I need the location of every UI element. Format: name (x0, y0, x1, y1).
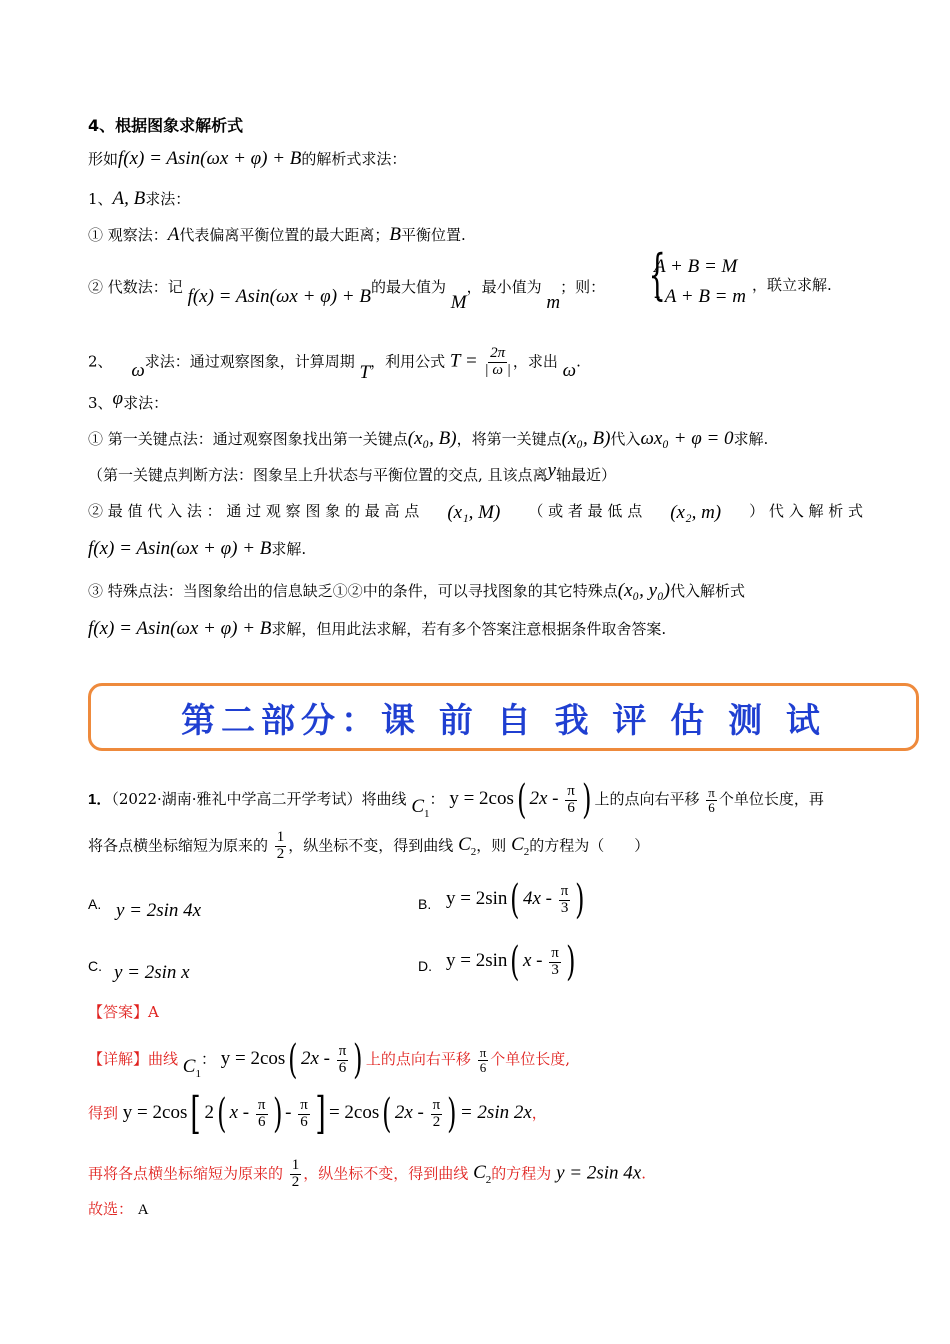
period-numerator: 2π (490, 345, 506, 361)
got-x: x - (229, 1102, 250, 1123)
observe-post: 平衡位置. (401, 226, 466, 244)
answer-label: 【答案】A (88, 1003, 159, 1021)
detail-colon: ： (200, 1050, 216, 1068)
detail-shift-fraction (478, 1046, 489, 1074)
shift-fraction (706, 786, 717, 814)
step2-omega: ω (131, 360, 145, 382)
detail-shift-six: 6 (479, 1059, 487, 1075)
bracket-close-icon: ] (315, 1088, 326, 1139)
final-half (290, 1158, 302, 1191)
intro-line (88, 148, 406, 171)
paren-open-icon: ( (510, 939, 520, 985)
question-line2 (88, 830, 649, 863)
option-d-lhs: y = 2sin (446, 950, 508, 971)
period-fraction (485, 346, 511, 379)
detail-pi: π (338, 1042, 347, 1059)
step2-T-eq: T = (449, 350, 478, 372)
algebra-min-text: ，最小值为 (466, 278, 542, 296)
paren-close-icon: ) (353, 1037, 363, 1083)
key1-note-y: y (547, 460, 556, 481)
question-source: （2022·湖南·雅礼中学高二开学考试）将曲线 (111, 790, 407, 808)
final-half-num: 1 (291, 1157, 300, 1173)
got-eq2: = 2cos (328, 1102, 380, 1123)
detail-shift-pi: π (479, 1044, 487, 1060)
curve-c2 (458, 834, 477, 859)
paren-open-icon: ( (382, 1091, 392, 1137)
curve-c2-sub: 2 (470, 846, 477, 859)
detail-c1-letter: C (182, 1056, 196, 1077)
key1-pre: ① 第一关键点法：通过观察图象找出第一关键点 (88, 430, 408, 448)
half-den: 2 (276, 845, 285, 862)
banner-title: 第二部分：课 前 自 我 评 估 测 试 (181, 700, 826, 741)
paren-close-icon: ) (581, 777, 592, 823)
option-c-text: y = 2sin x (114, 962, 190, 983)
paren-close-icon: ) (575, 877, 585, 923)
key2-end: 求解. (271, 540, 307, 558)
question-eq-inner: 2x - (529, 788, 559, 809)
final-eq: y = 2sin 4x (556, 1162, 642, 1184)
got-pi-over-6-b (298, 1098, 310, 1131)
curve-c1 (411, 796, 430, 820)
question-line2-mid: ，纵坐标不变，得到曲线 (288, 836, 454, 855)
option-b[interactable] (446, 877, 588, 923)
bracket-open-icon: [ (190, 1088, 202, 1139)
final-dot: . (641, 1164, 646, 1183)
option-d-pi: π (551, 944, 559, 961)
final-mid2: 的方程为 (491, 1164, 552, 1183)
key2-line (88, 502, 863, 525)
six-den: 6 (567, 799, 575, 816)
key2-line2 (88, 538, 306, 561)
key3-pre: ③ 特殊点法：当图象给出的信息缺乏①②中的条件，可以寻找图象的其它特殊点 (88, 582, 618, 600)
section-banner (88, 683, 919, 751)
choose-line (88, 1200, 149, 1219)
pi-over-6 (565, 784, 577, 817)
observe-mid: 代表偏离平衡位置的最大距离； (179, 226, 390, 244)
key2-point1: (x₁, M) (447, 502, 501, 523)
step2-post: ，求出 (512, 352, 558, 371)
option-b-lhs: y = 2sin (446, 888, 508, 909)
step2-omega2: ω (562, 360, 577, 382)
key1-note-post: 轴最近） (555, 466, 616, 484)
choose-label: 故选： (88, 1200, 134, 1218)
curve-c2-b (511, 834, 530, 859)
pi-over-3-d (549, 946, 561, 979)
option-c-label[interactable]: C. (88, 958, 102, 974)
algebra-formula: f(x) = Asin(ωx + φ) + B (187, 286, 371, 307)
question-line2-post: 的方程为（ ） (529, 836, 650, 855)
detail-inner: 2x - (300, 1048, 330, 1069)
option-d-inner: x - (523, 950, 543, 971)
got-line (88, 1088, 547, 1139)
question-line2-pre: 将各点横坐标缩短为原来的 (88, 836, 269, 855)
question-line1 (88, 777, 824, 823)
detail-shift-post: 个单位长度, (490, 1050, 571, 1068)
algebra-then: ；则： (560, 278, 606, 296)
intro-pre: 形如 (88, 150, 119, 168)
shift-pi: π (708, 784, 715, 800)
key3-formula: f(x) = Asin(ωx + φ) + B (88, 618, 272, 639)
key1-point: (x₀, B) (407, 428, 457, 449)
key3-end: 求解，但用此法求解，若有多个答案注意根据条件取舍答案. (271, 620, 667, 638)
key2-mid: （ 或 者 最 低 点 (528, 502, 643, 520)
question-line2-mid2: ，则 (476, 836, 507, 855)
got-pre: 得到 (88, 1104, 119, 1122)
step2-T: T (359, 362, 371, 384)
system-eq2: - A + B = m (654, 286, 746, 307)
step2-dot: . (576, 352, 581, 371)
algebra-M: M (450, 292, 467, 313)
detail-c1 (182, 1056, 201, 1080)
got-eq3: = 2sin 2x (459, 1102, 532, 1123)
final-c2-letter: C (473, 1162, 486, 1184)
got-pi-c: π (432, 1096, 441, 1113)
question-shift-post: 个单位长度，再 (718, 790, 824, 808)
final-half-den: 2 (291, 1173, 300, 1190)
choose-value: A (137, 1202, 149, 1218)
detail-c1-sub: 1 (195, 1067, 201, 1080)
final-mid: ，纵坐标不变，得到曲线 (303, 1164, 469, 1183)
paren-open-icon: ( (516, 777, 527, 823)
key1-mid: ，将第一关键点 (456, 430, 562, 448)
intro-formula: f(x) = Asin(ωx + φ) + B (118, 148, 302, 169)
key1-point2: (x₀, B) (561, 428, 611, 449)
key3-line2 (88, 618, 666, 641)
paren-close-icon: ) (272, 1091, 282, 1137)
step1-symbols: A, B (112, 188, 146, 209)
paren-close-icon: ) (565, 939, 576, 985)
got-minus: - (285, 1102, 292, 1123)
option-b-inner: 4x - (523, 888, 553, 909)
option-c[interactable] (114, 962, 190, 985)
got-pi: π (257, 1096, 266, 1113)
curve-c2b-sub: 2 (523, 846, 530, 859)
half-fraction (275, 830, 287, 863)
observe-pre: ① 观察法： (88, 226, 168, 244)
got-pi-b: π (300, 1096, 308, 1113)
intro-post: 的解析式求法： (301, 150, 407, 168)
question-shift-pre: 上的点向右平移 (594, 790, 700, 808)
option-a-label[interactable]: A. (88, 896, 102, 912)
key2-point2: (x₂, m) (670, 502, 722, 523)
key3-line (88, 580, 745, 603)
paren-open-icon: ( (510, 877, 520, 923)
step2-line (88, 345, 581, 384)
half-num: 1 (276, 829, 285, 845)
step3-phi: φ (112, 388, 124, 409)
option-a[interactable] (116, 900, 201, 923)
detail-line1 (88, 1037, 571, 1083)
observe-line (88, 224, 466, 247)
period-denominator: | ω | (484, 361, 511, 378)
option-b-pi: π (560, 882, 569, 899)
key2-post: ） 代 入 解 析 式 (749, 502, 863, 520)
key1-line (88, 428, 768, 451)
key1-equation: ωx₀ + φ = 0 (640, 428, 734, 449)
step2-formula-label: ，利用公式 (370, 352, 446, 371)
final-c2 (473, 1162, 492, 1187)
got-two: 2 (204, 1102, 215, 1123)
key1-note-pre: （第一关键点判断方法：图象呈上升状态与平衡位置的交点, 且该点离 (88, 466, 548, 484)
algebra-line (88, 276, 606, 313)
algebra-post: ，联立求解. (752, 276, 832, 294)
option-d[interactable] (446, 939, 578, 985)
final-line (88, 1158, 646, 1191)
step3-post: 求法： (123, 394, 169, 412)
option-d-three: 3 (551, 961, 559, 978)
got-six: 6 (257, 1113, 266, 1130)
got-two-den: 2 (432, 1113, 441, 1130)
option-b-label[interactable]: B. (418, 896, 432, 912)
key1-post: 求解. (733, 430, 769, 448)
algebra-pre: ② 代数法：记 (88, 278, 183, 296)
final-c2-sub: 2 (485, 1174, 492, 1187)
detail-eq: y = 2cos (220, 1048, 286, 1069)
curve-c2-letter: C (458, 834, 471, 856)
key3-point: (x₀, y₀) (617, 580, 671, 601)
got-six-b: 6 (300, 1113, 308, 1130)
step1-line (88, 188, 190, 211)
step2-pre: 2、 (88, 352, 113, 371)
curve-c1-letter: C (411, 796, 425, 817)
question-eq-lhs: y = 2cos (449, 788, 514, 809)
question-number: 1． (88, 791, 112, 808)
question-colon: ： (429, 790, 445, 808)
key1-note (88, 460, 616, 487)
paren-close-icon: ) (447, 1091, 457, 1137)
curve-c2b-letter: C (511, 834, 524, 856)
paren-open-icon: ( (288, 1037, 298, 1083)
got-inner2: 2x - (394, 1102, 424, 1123)
got-pi-over-2 (431, 1098, 443, 1131)
detail-pi-over-6 (337, 1044, 349, 1077)
step3-pre: 3、 (88, 394, 113, 412)
option-b-three: 3 (560, 899, 569, 916)
option-a-text: y = 2sin 4x (116, 900, 202, 921)
key2-formula: f(x) = Asin(ωx + φ) + B (88, 538, 272, 559)
step3-line (88, 388, 169, 415)
detail-label: 【详解】曲线 (88, 1050, 179, 1068)
step2-mid: 求法：通过观察图象，计算周期 (144, 352, 355, 371)
pi-over-3 (559, 884, 571, 917)
observe-B: B (389, 224, 402, 245)
curve-c1-sub: 1 (424, 807, 430, 820)
pi-num: π (567, 782, 575, 799)
step1-post: 求法： (145, 190, 191, 208)
paren-open-icon: ( (217, 1091, 227, 1137)
key3-post: 代入解析式 (670, 582, 746, 600)
step1-pre: 1、 (88, 190, 113, 208)
option-d-label[interactable]: D. (418, 958, 432, 974)
got-pi-over-6 (256, 1098, 268, 1131)
detail-six: 6 (338, 1059, 347, 1076)
section-heading: 4、根据图象求解析式 (88, 116, 244, 135)
algebra-m: m (546, 292, 561, 313)
left-brace-icon: { (648, 243, 666, 306)
got-eq-lhs: y = 2cos (122, 1102, 188, 1123)
got-comma: ， (531, 1104, 547, 1122)
observe-A: A (167, 224, 180, 245)
shift-six: 6 (708, 799, 715, 815)
key2-pre: ② 最 值 代 入 法 ： 通 过 观 察 图 象 的 最 高 点 (88, 502, 420, 520)
detail-shift: 上的点向右平移 (365, 1050, 471, 1068)
algebra-max-text: 的最大值为 (370, 278, 446, 296)
system-eq1: A + B = M (654, 256, 738, 277)
key1-mid2: 代入 (610, 430, 641, 448)
final-pre: 再将各点横坐标缩短为原来的 (88, 1164, 284, 1183)
